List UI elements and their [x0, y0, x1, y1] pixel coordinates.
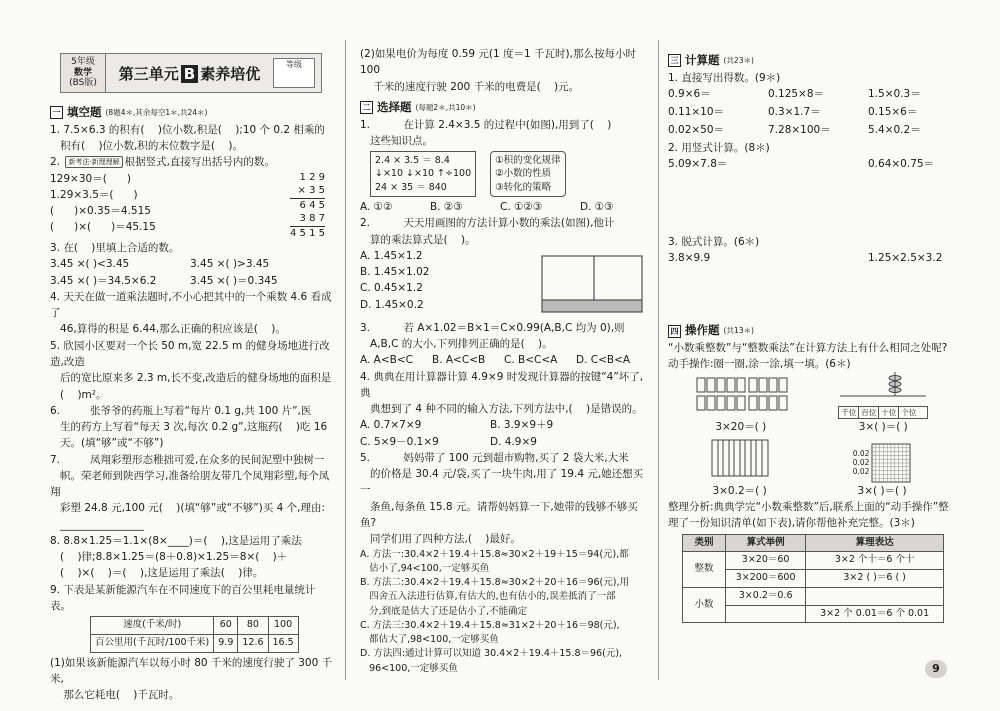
column-middle [360, 0, 652, 711]
unit-title: 第三单元 B 素养培优 [118, 64, 261, 83]
q9-table: 速度(千米/时) 60 80 100 百公里用(千瓦时/100千米) 9.9 12.6 16.5 [90, 616, 299, 652]
q5-line: ( )m²。 [50, 388, 107, 401]
option[interactable]: D. 4.9×9 [490, 435, 537, 448]
hundred-grid-figure [871, 443, 911, 483]
c2-line: 算的乘法算式是( )。 [360, 233, 476, 246]
c3-line: A,B,C 的大小,下列排列正确的是( )。 [360, 338, 553, 351]
op-equation: 3×0.2＝( ) [712, 484, 767, 497]
option-line: 96<100,一定够买鱼 [360, 662, 458, 674]
q9a-line: (1)如果该新能源汽车以每小时 80 千米的速度行驶了 300 千米, [50, 656, 333, 685]
q6-line: 天。(填“够”或“不够”) [50, 437, 164, 450]
c1-options [360, 199, 652, 215]
calc-item: 0.125×8＝ [768, 88, 825, 101]
c3-options [360, 352, 652, 368]
section-icon: 二 [360, 101, 373, 114]
c1-figure: 2.4 × 3.5 ＝ 8.4 ↓×10 ↓×10 ↑÷100 24 × 35 ＝ 840 ①积的变化规律 ②小数的性质 ③转化的策略 [370, 151, 652, 197]
calc-item: 3.8×9.9 [668, 252, 711, 265]
rank-box: 等级 [273, 58, 315, 88]
section-choice: 二 选择题 (每题2＊,共10＊) [360, 99, 652, 117]
option-line[interactable]: D. 方法四:通过计算可以知道 30.4×2＋19.4＋15.8＝96(元), [360, 648, 623, 660]
q2-stem: 2. 新考法·新理理解 根据竖式,直接写出括号内的数。 [50, 156, 275, 169]
op-equation: 3×( )＝( ) [857, 484, 907, 497]
k2-items [668, 156, 953, 234]
section-icon: 四 [668, 325, 681, 338]
calc-item: 5.4×0.2＝ [868, 123, 921, 136]
c5-line: 条鱼,每条鱼 15.8 元。请帮妈妈算一下,她带的钱够不够买鱼? [360, 500, 638, 530]
k3-items [668, 250, 953, 318]
section-calc: 三 计算题 (共23＊) [668, 52, 953, 70]
option[interactable]: D. 1.45×0.2 [360, 298, 424, 311]
q1-line: 积有( )位小数,积的末位数字是( )。 [50, 140, 243, 153]
c4-line: 典想到了 4 种不同的输入方法,下列方法中,( )是错误的。 [360, 403, 643, 416]
abacus-figure [838, 372, 928, 400]
c1-line: 这些知识点。 [360, 134, 434, 147]
k1-title: 1. 直接写出得数。(9＊) [668, 71, 781, 84]
q3-item: 3.45 ×( )＝0.345 [190, 274, 278, 287]
c5-options [360, 548, 652, 676]
q3-item: 3.45 ×( )＝34.5×6.2 [50, 274, 157, 287]
section-icon: 三 [668, 54, 681, 67]
strips-figure [710, 438, 770, 478]
option[interactable]: A. 0.7×7×9 [360, 419, 422, 432]
q6-line: 6. 张爷爷的药瓶上写着“每片 0.1 g,共 100 片”,医 [50, 404, 312, 417]
c4-line: 4. 典典在用计算器计算 4.9×9 时发现计算器的按键“4”坏了,典 [360, 370, 644, 399]
option[interactable]: D. ①③ [580, 201, 614, 214]
option-line: 估小了,94<100,一定够买鱼 [360, 562, 490, 574]
k1-grid [668, 86, 953, 140]
op-line: “小数乘整数”与“整数乘法”在计算方法上有什么相同之处呢? [668, 341, 948, 354]
column-divider [658, 40, 659, 680]
option[interactable]: C. ①②③ [500, 201, 543, 214]
q5-line: 后的宽比原来多 2.3 m,长不变,改造后的健身场地的面积是 [50, 372, 332, 385]
option-line: 分,到底是估大了还是估小了,不能确定 [360, 605, 528, 617]
option[interactable]: C. 0.45×1.2 [360, 282, 423, 295]
op-line: 动手操作:圈一圈,涂一涂,填一填。(6＊) [668, 358, 851, 371]
q4-line: 4. 天天在做一道乘法题时,不小心把其中的一个乘数 4.6 看成了 [50, 290, 332, 320]
op-figures-bottom: 3×0.2＝( ) 0.02 0.02 0.02 3×( )＝( ) [668, 438, 953, 500]
section-icon: 一 [50, 106, 63, 119]
q7-line: 彩塑 24.8 元,100 元( )(填“够”或“不够”)买 4 个,理由: [50, 502, 326, 515]
q7-line: 帜。荣老师到陕西学习,准备给朋友带几个凤翔彩塑,每个凤翔 [50, 469, 330, 499]
calc-item: 0.64×0.75＝ [868, 157, 935, 170]
section-operate: 四 操作题 (共13＊) [668, 322, 953, 340]
c5-line: 的价格是 30.4 元/袋,买了一块牛肉,用了 19.4 元,她还想买一 [360, 468, 644, 497]
op2-line: 整理分析:典典学完“小数乘整数”后,联系上面的“动手操作”整 [668, 501, 949, 514]
option[interactable]: D. C<B<A [576, 354, 631, 367]
q3-item: 3.45 ×( )<3.45 [50, 258, 130, 271]
c1-line: 1. 在计算 2.4×3.5 的过程中(如图),用到了( ) [360, 118, 612, 131]
q7-line: 7. 凤翔彩塑形态稚拙可爱,在众多的民间泥塑中独树一 [50, 453, 325, 466]
calc-item: 1.25×2.5×3.2 [868, 252, 943, 265]
q2-line: 1.29×3.5＝( ) [50, 188, 138, 201]
option[interactable]: B. A<C<B [432, 354, 486, 367]
option[interactable]: A. A<B<C [360, 354, 413, 367]
q9-stem: 9. 下表是某新能源汽车在不同速度下的百公里耗电量统计表。 [50, 583, 316, 612]
op-figures-top [668, 372, 953, 435]
q2-line: ( )×( )＝45.15 [50, 221, 156, 234]
option[interactable]: C. 5×9－0.1×9 [360, 435, 439, 448]
c5-line: 5. 妈妈带了 100 元到超市购物,买了 2 袋大米,大米 [360, 451, 629, 464]
option[interactable]: B. 3.9×9＋9 [490, 419, 554, 432]
section-fill: 一 填空题 (8题4＊,其余每空1＊,共24＊) [50, 104, 335, 122]
option-line[interactable]: A. 方法一:30.4×2＋19.4＋15.8≈30×2＋19＋15＝94(元),都 [360, 548, 629, 560]
option[interactable]: A. 1.45×1.2 [360, 249, 423, 262]
grade-badge: 5年级 数学 (BS版) [61, 54, 106, 92]
column-right [668, 0, 953, 711]
q5-line: 5. 欣园小区要对一个长 50 m,宽 22.5 m 的健身场地进行改造,改造 [50, 339, 330, 368]
option-line: 都估大了,98<100,一定够买鱼 [360, 634, 499, 646]
q7-line: ________________ [50, 518, 145, 531]
q6-line: 生的药方上写着“每天 3 次,每次 0.2 g”,这瓶药( )吃 16 [50, 421, 328, 434]
option-line[interactable]: C. 方法三:30.4×2＋19.4＋15.8≈31×2＋20＋16＝98(元), [360, 619, 620, 631]
c2-line: 2. 天天用画图的方法计算小数的乘法(如图),他计 [360, 217, 615, 230]
q3-stem: 3. 在( )里填上合适的数。 [50, 242, 180, 255]
calc-item: 0.3×1.7＝ [768, 105, 821, 118]
q8-line: 8. 8.8×1.25＝1.1×(8×____)＝( ),这是运用了乘法 [50, 534, 302, 547]
op2-line: 理了一份知识清单(如下表),请你帮他补充完整。(3＊) [668, 517, 915, 530]
calc-item: 1.5×0.3＝ [868, 88, 921, 101]
option-line: 四舍五入法进行估算,有估大的,也有估小的,误差抵消了一部 [360, 591, 616, 603]
k2-title: 2. 用竖式计算。(8＊) [668, 141, 770, 154]
option[interactable]: C. B<C<A [504, 354, 558, 367]
op-equation: 3×( )＝( ) [858, 421, 908, 434]
calc-item: 0.9×6＝ [668, 88, 711, 101]
bundles-figure [693, 374, 789, 414]
calc-item: 0.11×10＝ [668, 105, 725, 118]
option[interactable]: B. ②③ [430, 201, 463, 214]
area-model-figure [532, 248, 652, 320]
column-left [50, 0, 335, 711]
q4-line: 46,算得的积是 6.44,那么正确的积应该是( )。 [50, 323, 286, 336]
tag: 新考法·新理理解 [65, 156, 122, 168]
q2-line: ( )×0.35＝4.515 [50, 205, 151, 218]
c2-body [360, 248, 652, 320]
q9b-line: 千米的速度行驶 200 千米的电费是( )元。 [360, 80, 580, 93]
column-divider [345, 40, 346, 680]
q9b-line: (2)如果电价为每度 0.59 元(1 度＝1 千瓦时),那么按每小时 100 [360, 48, 640, 77]
option-line[interactable]: B. 方法二:30.4×2＋19.4＋15.8≈30×2＋20＋16＝96(元),用 [360, 577, 629, 589]
calc-item: 5.09×7.8＝ [668, 157, 728, 170]
vertical-calc: 1 2 9 × 3 5 6 4 5 3 8 7 4 5 1 5 [290, 171, 325, 239]
calc-item: 0.02×50＝ [668, 123, 725, 136]
q3-item: 3.45 ×( )>3.45 [190, 258, 270, 271]
q2-body [50, 171, 335, 241]
c5-line: 同学们用了四种方法,( )最好。 [360, 533, 521, 546]
q8-line: ( )律;8.8×1.25＝(8＋0.8)×1.25＝8×( )＋ [50, 551, 288, 564]
option[interactable]: A. ①② [360, 201, 393, 214]
calc-item: 7.28×100＝ [768, 123, 831, 136]
q9a-line: 那么它耗电( )千瓦时。 [50, 689, 180, 702]
knowledge-table: 类别 算式举例 算理表达 整数 3×20＝60 3×2 个十＝6 个十 3×200＝600 3×2 ( )＝6 ( ) 小数 3×0.2＝0.6 3×2 个 0.01＝6 个 0.01 [682, 534, 944, 624]
q8-line: ( )×( )＝( ),这是运用了乘法( )律。 [50, 567, 264, 580]
c3-line: 3. 若 A×1.02＝B×1＝C×0.99(A,B,C 均为 0),则 [360, 321, 625, 334]
page-number: 9 [925, 660, 947, 678]
op-equation: 3×20＝( ) [715, 421, 767, 434]
option[interactable]: B. 1.45×1.02 [360, 266, 430, 279]
abacus-labels: 千位 百位 十位 个位 [838, 406, 928, 420]
calc-item: 0.15×6＝ [868, 105, 918, 118]
k3-title: 3. 脱式计算。(6＊) [668, 235, 760, 248]
q1-line: 1. 7.5×6.3 的积有( )位小数,积是( );10 个 0.2 相乘的 [50, 123, 325, 136]
q2-line: 129×30＝( ) [50, 172, 131, 185]
